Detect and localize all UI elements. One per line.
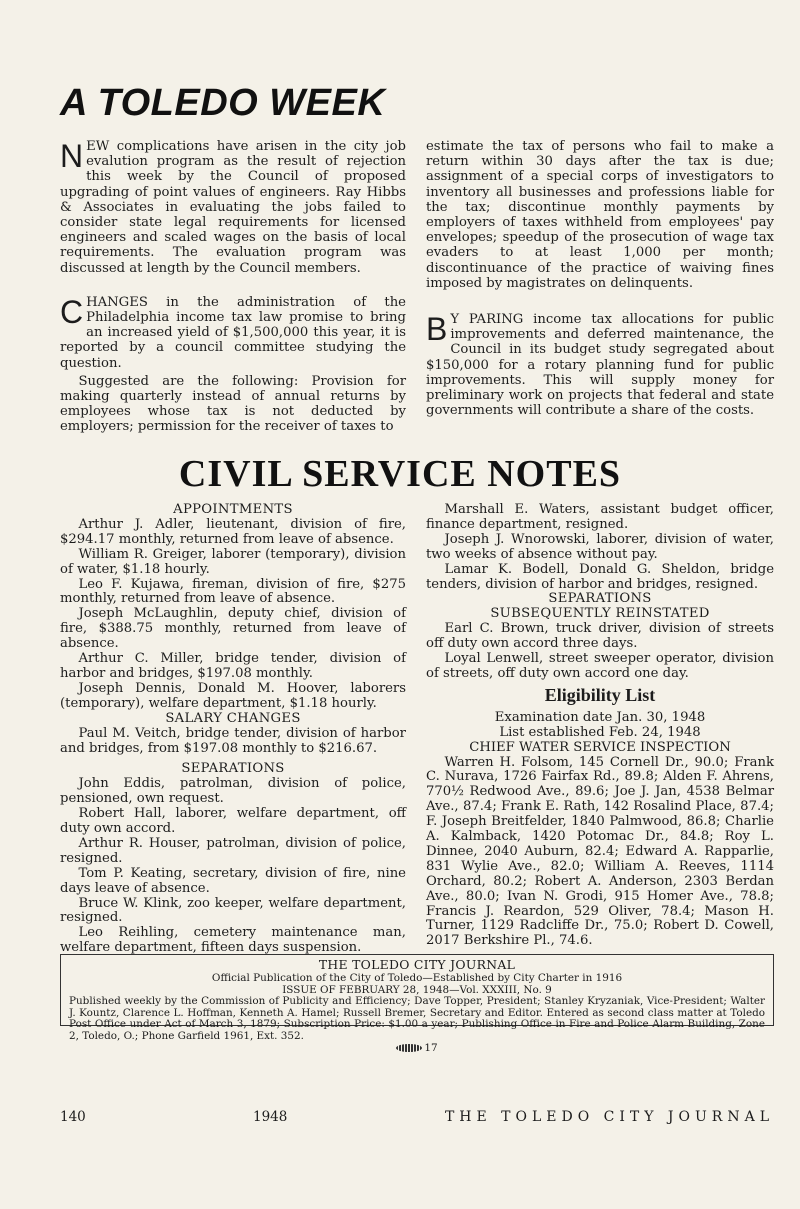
section-heading: CIVIL SERVICE NOTES (178, 453, 622, 495)
notice-entry: Arthur C. Miller, bridge tender, division of harbor and bridges, $197.08 monthly. (60, 651, 406, 681)
notice-entry: Joseph McLaughlin, deputy chief, division of fire, $388.75 monthly, returned from leave of absence. (60, 606, 406, 652)
masthead-box (60, 954, 774, 1054)
paragraph-text: HANGES in the administration of the Philadelphia income tax law promise to bring an increased yield of $1,500,000 this year, it is reported by a council committee studying the question. (60, 294, 406, 371)
union-label (396, 1043, 437, 1055)
page-number: 140 (60, 1109, 86, 1125)
notice-entry: Arthur J. Adler, lieutenant, division of fire, $294.17 monthly, returned from leave of absence. (60, 516, 406, 547)
drop-cap: N (60, 138, 84, 174)
subsection-heading: SALARY CHANGES (165, 710, 301, 726)
union-number: 17 (424, 1041, 438, 1054)
page-title: A TOLEDO WEEK (60, 82, 386, 124)
notice-entry: Tom P. Keating, secretary, division of fire, nine days leave of absence. (60, 865, 406, 896)
notice-entry: Leo Reihling, cemetery maintenance man, welfare department, fifteen days suspension. (60, 925, 406, 956)
notice-entry: Joseph J. Wnorowski, laborer, division of water, two weeks of absence without pay. (426, 531, 774, 562)
notice-entry: Marshall E. Waters, assistant budget officer, finance department, resigned. (426, 502, 774, 532)
toledo-week-right-column (426, 139, 774, 418)
exam-date: Examination date Jan. 30, 1948 (494, 709, 706, 725)
toledo-week-left-column (60, 139, 406, 435)
position-title: CHIEF WATER SERVICE INSPECTION (469, 739, 731, 755)
list-established: List established Feb. 24, 1948 (499, 724, 701, 740)
news-paragraph: Suggested are the following: Provision for making quarterly instead of annual returns by employees whose tax is not deducted by employers; permission for the receiver of taxes to (60, 373, 406, 435)
masthead-line: Official Publication of the City of Toledo—Established by City Charter in 1916 (211, 972, 623, 984)
masthead-line: ISSUE OF FEBRUARY 28, 1948—Vol. XXXIII, No. 9 (282, 983, 552, 996)
masthead-name: THE TOLEDO CITY JOURNAL (318, 957, 516, 972)
civil-service-left-column (60, 503, 406, 956)
notice-entry: William R. Greiger, laborer (temporary), division of water, $1.18 hourly. (60, 546, 406, 577)
eligibility-heading: Eligibility List (544, 684, 656, 705)
notice-entry: John Eddis, patrolman, division of police, pensioned, own request. (60, 776, 406, 807)
notice-entry: Paul M. Veitch, bridge tender, division of harbor and bridges, from $197.08 monthly to $216.67. (60, 725, 406, 756)
notice-entry: Bruce W. Klink, zoo keeper, welfare department, resigned. (60, 895, 406, 926)
notice-entry: Lamar K. Bodell, Donald G. Sheldon, bridge tenders, division of harbor and bridges, resigned. (426, 561, 774, 592)
notice-entry: Robert Hall, laborer, welfare department, off duty own accord. (60, 806, 406, 837)
notice-entry: Arthur R. Houser, patrolman, division of police, resigned. (60, 835, 406, 866)
subsection-heading: APPOINTMENTS (173, 502, 293, 517)
eligibility-list: Warren H. Folsom, 145 Cornell Dr., 90.0; Frank C. Nurava, 1726 Fairfax Rd., 89.8; Alden F. Ahrens, 770½ Redwood Ave., 89.6; Joe J. Jan, 4538 Belmar Ave., 87.4; Frank E. Rath, 142 Rosalind Place, 87.4; F. Joseph Breitfelder, 1840 Palmwood, 86.8; Charlie A. Kalmback, 1420 Potomac Dr., 84.8; Roy L. Dinnee, 2040 Auburn, 82.4; Edward A. Rapparlie, 831 Wylie Ave., 82.0; William A. Reeves, 1114 Orchard, 80.2; Robert A. Anderson, 2303 Berdan Ave., 80.0; Ivan N. Grodi, 915 Homer Ave., 78.8; Francis J. Reardon, 529 Oliver, 78.4; Mason H. Turner, 1129 Radcliffe Dr., 75.0; Robert D. Cowell, 2017 Berkshire Pl., 74.6. (426, 754, 774, 949)
drop-cap: B (426, 311, 448, 348)
footer-journal-name: THE TOLEDO CITY JOURNAL (444, 1109, 774, 1125)
subsection-heading: SUBSEQUENTLY REINSTATED (490, 606, 710, 622)
union-label-icon (396, 1044, 422, 1052)
news-paragraph (60, 295, 406, 371)
masthead-body: Published weekly by the Commission of Publicity and Efficiency; Dave Topper, President; Stanley Kryzaniak, Vice-President; Walter J. Kountz, Clarence L. Hoffman, Kenneth A. Hamel; Russell Bremer, Secretary and Editor. Entered as second class matter at Toledo Post Office under Act of March 3, 1879; Subscription Price: $1.00 a year; Publishing Office in Fire and Police Alarm Building, Zone 2, Toledo, O.; Phone Garfield 1961, Ext. 352. (69, 995, 765, 1042)
civil-service-right-column (426, 503, 774, 949)
paragraph-text: Y PARING income tax allocations for public improvements and deferred maintenance, the Council in its budget study segregated about $150,000 for a rotary planning fund for public improvements. This will supply money for preliminary work on projects that federal and state governments will contribute a share of the costs. (426, 312, 774, 419)
news-paragraph: estimate the tax of persons who fail to make a return within 30 days after the tax is due; assignment of a special corps of investigators to inventory all businesses and professions liable for the tax; discontinue monthly payments by employers of taxes withheld from employees' pay envelopes; speedup of the prosecution of wage tax evaders to at least 1,000 per month; discontinuance of the practice of waiving fines imposed by magistrates on delinquents. (426, 139, 774, 291)
subsection-heading: SEPARATIONS (181, 761, 285, 777)
subsection-heading: SEPARATIONS (548, 591, 652, 607)
notice-entry: Joseph Dennis, Donald M. Hoover, laborers (temporary), welfare department, $1.18 hourly. (60, 680, 406, 711)
drop-cap: C (60, 293, 84, 330)
notice-entry: Earl C. Brown, truck driver, division of streets off duty own accord three days. (426, 621, 774, 652)
notice-entry: Leo F. Kujawa, fireman, division of fire, $275 monthly, returned from leave of absence. (60, 576, 406, 607)
news-paragraph (60, 139, 406, 276)
footer-year: 1948 (253, 1109, 288, 1125)
notice-entry: Loyal Lenwell, street sweeper operator, division of streets, off duty own accord one day. (426, 651, 774, 681)
news-paragraph (426, 312, 774, 418)
paragraph-text: EW complications have arisen in the city job evalution program as the result of rejection this week by the Council of proposed upgrading of point values of engineers. Ray Hibbs & Associates in evaluating the jobs failed to consider state legal requirements for licensed engineers and scaled wages on the basis of local requirements. The evaluation program was discussed at length by the Council members. (60, 139, 406, 276)
